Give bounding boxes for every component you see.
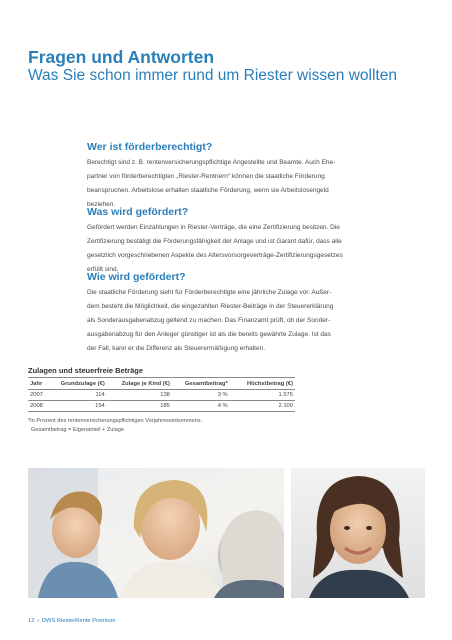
- body-line: ausgabenabzug für den Anleger günstiger ist als die bereits gewährte Zulage. Ist das: [87, 331, 331, 338]
- body-line: dem besteht die Möglichkeit, die eingezahlten Riester-Beiträge in der Steuererklärung: [87, 303, 334, 310]
- table-footnote-formula: Gesamtbetrag = Eigenanteil + Zulage: [31, 427, 124, 433]
- table-cell: 185: [107, 401, 172, 412]
- table-cell: 2.100: [230, 401, 295, 412]
- table-title: Zulagen und steuerfreie Beträge: [28, 366, 144, 375]
- body-line: als Sonderausgabenabzug geltend zu machen. Das Finanzamt prüft, ob der Sonder-: [87, 317, 331, 324]
- column-header: Höchstbetrag (€): [230, 378, 295, 390]
- table-row: [28, 401, 295, 412]
- column-header: Zulage je Kind (€): [107, 378, 172, 390]
- page-footer: [28, 618, 115, 624]
- body-line: erfüllt sind.: [87, 266, 119, 273]
- table-cell: 138: [107, 390, 172, 401]
- section-heading: Was wird gefördert?: [87, 206, 189, 218]
- body-line: Die staatliche Förderung sieht für Förderberechtigte eine jährliche Zulage vor. Außer-: [87, 289, 332, 296]
- woman-portrait-photo: [291, 468, 425, 598]
- subsidies-table: [28, 377, 295, 412]
- table-row: [28, 390, 295, 401]
- column-header: Grundzulage (€): [56, 378, 107, 390]
- body-line: der Fall, kann er die Differenz als Steuerermäßigung erhalten.: [87, 345, 266, 352]
- page-subtitle: Was Sie schon immer rund um Riester wissen wollten: [28, 67, 397, 84]
- section-how-funded: [87, 271, 377, 356]
- column-header: Jahr: [28, 378, 56, 390]
- table-cell: 2007: [28, 390, 56, 401]
- page-number: 12: [28, 618, 35, 624]
- section-heading: Wie wird gefördert?: [87, 271, 186, 283]
- footer-brand: DWS RiesterRente Premium: [41, 618, 116, 624]
- table-cell: 2008: [28, 401, 56, 412]
- table-header-row: [28, 378, 295, 390]
- section-body: [87, 156, 377, 212]
- body-line: Berechtigt sind z. B. rentenversicherungspflichtige Angestellte und Beamte. Auch Ehe-: [87, 159, 336, 166]
- footer-separator: »: [36, 618, 40, 624]
- body-line: partner von förderberechtigten „Riester-Rentnern“ können die staatliche Förderung: [87, 173, 325, 180]
- body-line: beanspruchen. Arbeitslose erhalten staatliche Förderung, wenn sie Arbeitslosengeld: [87, 187, 329, 194]
- section-body: [87, 221, 377, 277]
- body-line: Gefördert werden Einzahlungen in Riester-Verträge, die eine Zertifizierung besitzen. Die: [87, 224, 340, 231]
- section-what-funded: [87, 206, 377, 277]
- table-cell: 4 %: [172, 401, 230, 412]
- page-title: Fragen und Antworten: [28, 47, 215, 67]
- table-cell: 114: [56, 390, 107, 401]
- column-header: Gesamtbeitrag*: [172, 378, 230, 390]
- table-cell: 154: [56, 401, 107, 412]
- table-footnote: *In Prozent des rentenversicherungspflichtigen Vorjahreseinkommens.: [28, 418, 203, 424]
- body-line: Zertifizierung bestätigt die Förderungsfähigkeit der Anlage und ist Garant dafür, dass alle: [87, 238, 342, 245]
- woman-portrait-illustration: [291, 468, 425, 598]
- body-line: beziehen.: [87, 201, 116, 208]
- family-photo-illustration: [28, 468, 284, 598]
- body-line: gesetzlich vorgeschriebenen Aspekte des Altersvorsorgeverträge-Zertifizierungsgesetzes: [87, 252, 343, 259]
- family-photo: [28, 468, 284, 598]
- section-who-eligible: [87, 141, 377, 212]
- table-cell: 3 %: [172, 390, 230, 401]
- section-heading: Wer ist förderberechtigt?: [87, 141, 213, 153]
- section-body: [87, 286, 377, 356]
- table-cell: 1.575: [230, 390, 295, 401]
